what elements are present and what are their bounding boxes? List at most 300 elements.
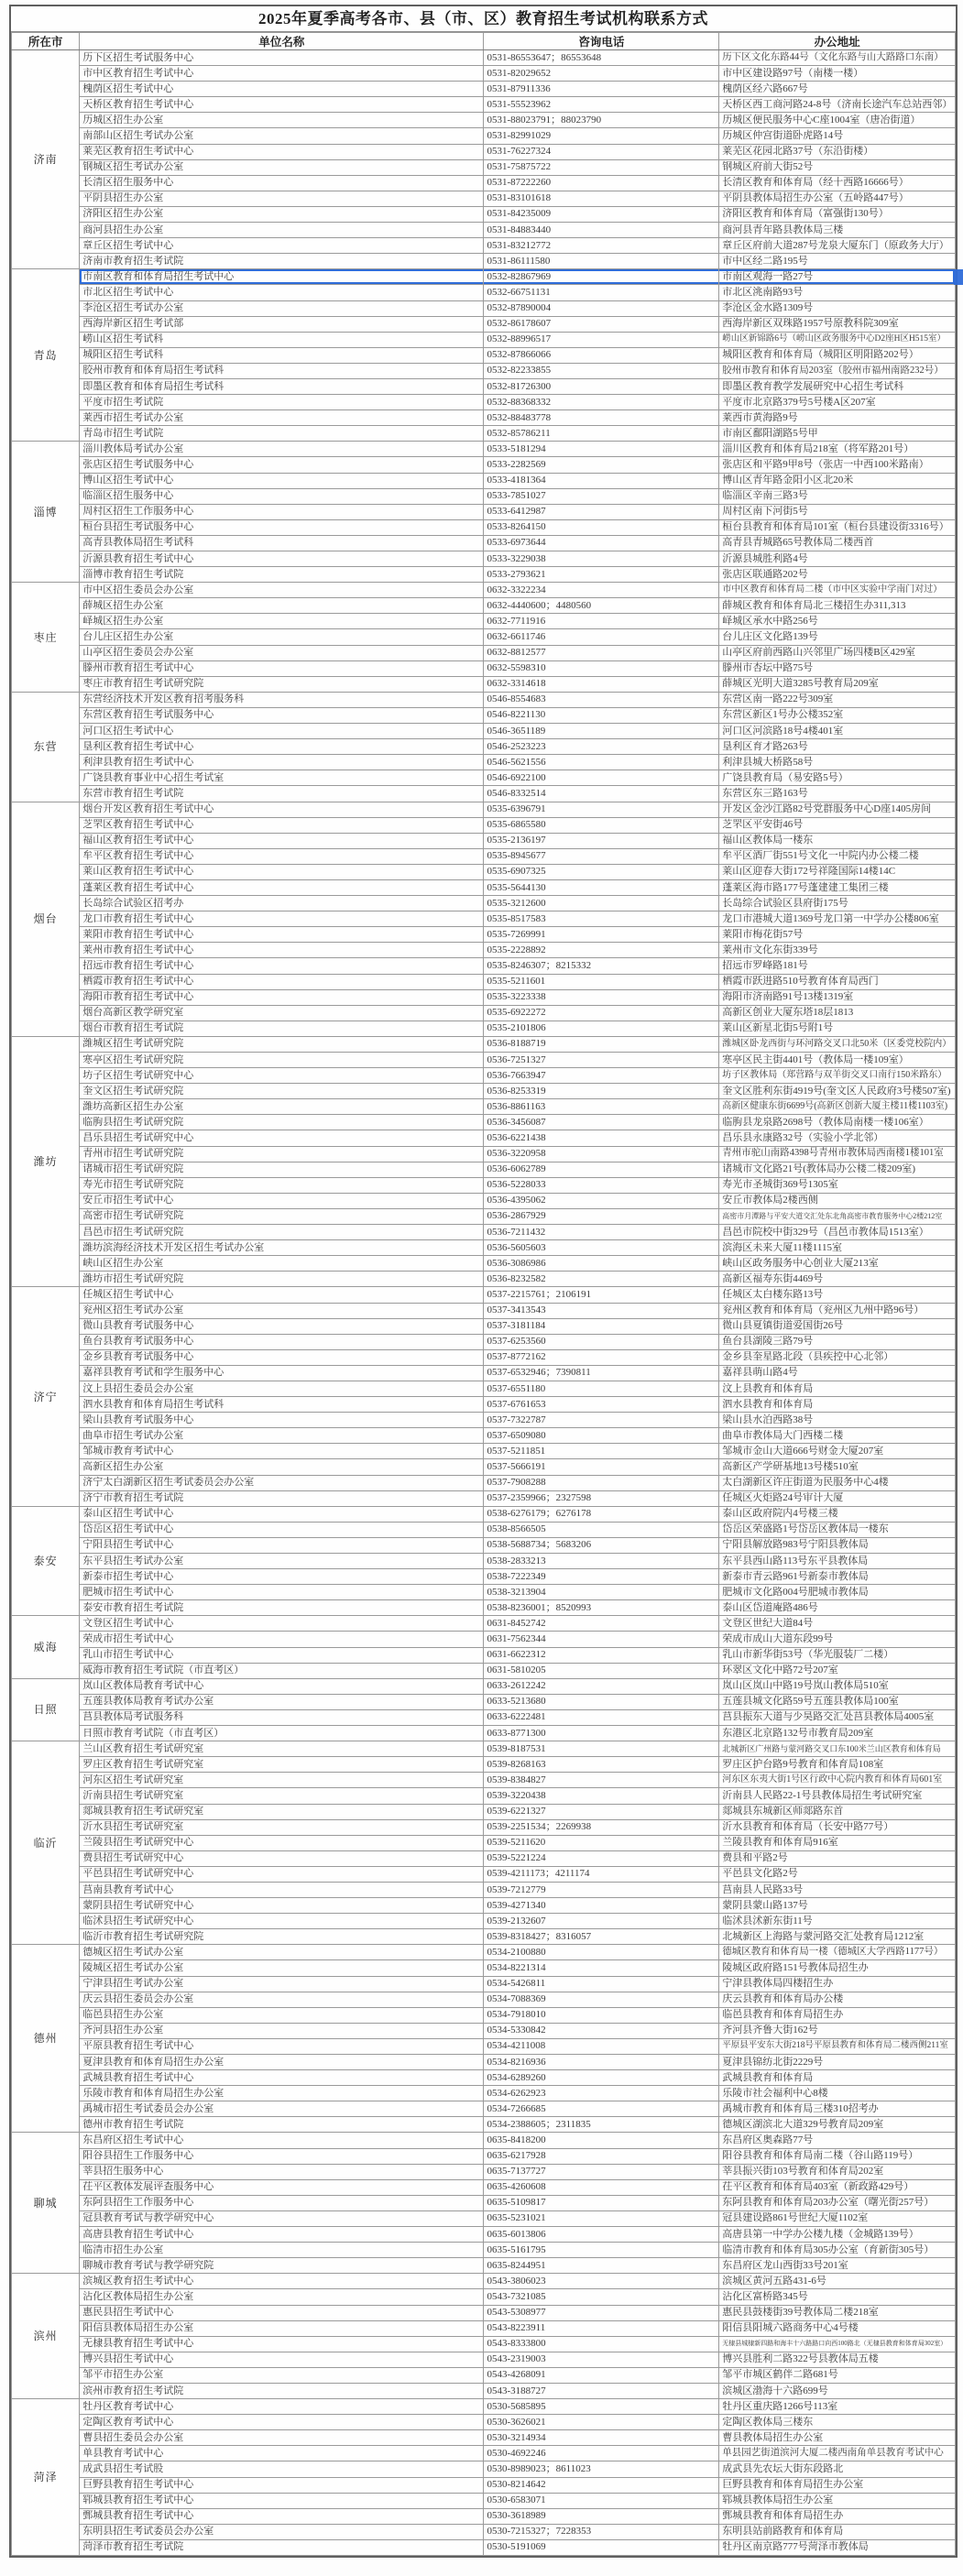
city-cell: 德州 [12,1945,80,2133]
unit-name-cell: 潍坊市招生考试研究院 [80,1272,484,1287]
table-row [12,519,956,535]
phone-cell: 0546-6922100 [484,770,719,786]
table-row [12,1303,956,1318]
unit-name-cell: 日照市教育考试院（市直考区） [80,1726,484,1741]
address-cell: 滨海区未来大厦11楼1115室 [719,1240,956,1256]
address-cell: 高新区福寿东街4469号 [719,1272,956,1287]
phone-cell: 0536-3086986 [484,1256,719,1272]
address-cell: 单县园艺街道滨河大厦二楼西南角单县教育考试中心 [719,2446,956,2461]
unit-name-cell: 沂南县招生考试研究室 [80,1788,484,1804]
phone-cell: 0532-85786211 [484,426,719,442]
address-cell: 曲阜市教体局大门西楼二楼 [719,1428,956,1444]
unit-name-cell: 平邑县招生考试研究中心 [80,1866,484,1882]
phone-cell: 0537-5666191 [484,1459,719,1475]
phone-cell: 0632-3322234 [484,583,719,598]
phone-cell: 0536-6221438 [484,1130,719,1146]
address-cell: 武城县教育和体育局 [719,2070,956,2086]
phone-cell: 0537-8772162 [484,1349,719,1365]
table-row [12,50,956,66]
phone-cell: 0532-81726300 [484,378,719,394]
phone-cell: 0530-3618989 [484,2508,719,2524]
table-row [12,974,956,989]
address-cell: 东阿县教育和体育局203办公室（曙光街257号） [719,2195,956,2210]
city-cell: 青岛 [12,269,80,442]
phone-cell: 0546-8221130 [484,707,719,723]
table-row [12,1099,956,1115]
address-cell: 曹县教体局招生办公室 [719,2430,956,2446]
phone-cell: 0536-3220958 [484,1146,719,1162]
address-cell: 薛城区光明大道3285号教育局209室 [719,676,956,692]
unit-name-cell: 乳山市招生考试中心 [80,1647,484,1663]
unit-name-cell: 即墨区教育和体育局招生考试科 [80,378,484,394]
phone-cell: 0537-6551180 [484,1381,719,1396]
table-row [12,488,956,504]
table-row [12,2055,956,2070]
phone-cell: 0537-3413543 [484,1303,719,1318]
table-row [12,2524,956,2539]
phone-cell: 0530-5191069 [484,2539,719,2555]
table-row [12,2070,956,2086]
unit-name-cell: 平阴县招生办公室 [80,191,484,206]
table-row [12,1036,956,1052]
address-cell: 临邑县教育和体育局招生办 [719,2007,956,2023]
city-cell: 滨州 [12,2274,80,2399]
table-row [12,614,956,629]
phone-cell: 0535-5644130 [484,879,719,895]
unit-name-cell: 乐陵市教育和体育局招生办公室 [80,2086,484,2101]
unit-name-cell: 诸城市招生考试研究院 [80,1162,484,1177]
unit-name-cell: 垦利区教育招生考试中心 [80,739,484,755]
phone-cell: 0536-5228033 [484,1177,719,1193]
unit-name-cell: 昌乐县招生考试研究中心 [80,1130,484,1146]
address-cell: 平阴县教体局招生办公室（五岭路447号） [719,191,956,206]
table-row [12,583,956,598]
table-row [12,1225,956,1240]
address-cell: 岚山区岚山中路19号岚山教体局510室 [719,1678,956,1694]
phone-cell: 0535-2136197 [484,833,719,848]
table-row [12,1835,956,1850]
table-row [12,442,956,457]
phone-cell: 0539-4271340 [484,1898,719,1914]
address-cell: 莱山区迎春大街172号祥隆国际14楼14C [719,864,956,879]
table-row [12,535,956,551]
city-cell: 菏泽 [12,2399,80,2556]
table-row [12,113,956,128]
address-cell: 费县和平路2号 [719,1850,956,1866]
address-cell: 新泰市青云路961号新泰市教体局 [719,1569,956,1585]
address-cell: 长岛综合试验区县府街175号 [719,896,956,911]
table-row [12,1475,956,1490]
table-row [12,238,956,254]
phone-cell: 0635-4260608 [484,2179,719,2195]
address-cell: 东营区新区1号办公楼352室 [719,707,956,723]
city-cell: 东营 [12,692,80,802]
unit-name-cell: 惠民县招生考试中心 [80,2305,484,2320]
phone-cell: 0535-7269991 [484,927,719,943]
address-cell: 沂源县城胜利路4号 [719,551,956,567]
phone-cell: 0631-5810205 [484,1663,719,1678]
table-row [12,2086,956,2101]
address-cell: 高青县青城路65号教体局二楼西首 [719,535,956,551]
table-row [12,1882,956,1897]
address-cell: 定陶区教体局三楼东 [719,2415,956,2430]
table-row [12,724,956,739]
phone-cell: 0537-6509080 [484,1428,719,1444]
phone-cell: 0532-88483778 [484,410,719,426]
address-cell: 蒙阴县蒙山路137号 [719,1898,956,1914]
table-row [12,1960,956,1976]
unit-name-cell: 曲阜市招生考试办公室 [80,1428,484,1444]
address-cell: 利津县城大桥路58号 [719,755,956,770]
table-row [12,1115,956,1130]
address-cell: 高密市月潭路与平安大道交汇处东北角高密市教育服务中心2楼212室 [719,1208,956,1224]
table-row [12,598,956,614]
address-cell: 栖霞市跃进路510号教育体育局西门 [719,974,956,989]
address-cell: 城阳区教育和体育局（城阳区明阳路202号） [719,347,956,363]
address-cell: 市中区建设路97号（南楼一楼） [719,66,956,82]
address-cell: 垦利区育才路263号 [719,739,956,755]
unit-name-cell: 东营经济技术开发区教育招考服务科 [80,692,484,707]
unit-name-cell: 菏泽市教育招生考试院 [80,2539,484,2555]
table-row [12,457,956,473]
table-row [12,378,956,394]
address-cell: 德城区湖滨北大道329号教育局209室 [719,2117,956,2133]
phone-cell: 0537-2359966；2327598 [484,1490,719,1506]
table-row [12,426,956,442]
unit-name-cell: 招远市教育招生考试中心 [80,958,484,974]
city-cell: 临沂 [12,1741,80,1945]
phone-cell: 0537-7908288 [484,1475,719,1490]
table-row [12,1616,956,1632]
phone-cell: 0539-8384827 [484,1773,719,1788]
phone-cell: 0531-84235009 [484,206,719,222]
address-cell: 微山县夏镇街道爱国街26号 [719,1318,956,1334]
unit-name-cell: 鄄城县教育招生考试中心 [80,2508,484,2524]
address-cell: 历城区仲宫街道卧虎路14号 [719,128,956,144]
address-cell: 薛城区教育和体育局北三楼招生办311,313 [719,598,956,614]
unit-name-cell: 长岛综合试验区招考办 [80,896,484,911]
unit-name-cell: 邹城市教育考试中心 [80,1444,484,1459]
contact-table-document [9,5,958,2558]
phone-cell: 0538-2833213 [484,1554,719,1569]
unit-name-cell: 成武县招生考试股 [80,2461,484,2477]
address-cell: 兖州区教育和体育局（兖州区九州中路96号） [719,1303,956,1318]
address-cell: 莱阳市梅花街57号 [719,927,956,943]
address-cell: 岱岳区荣盛路1号岱岳区教体局一楼东 [719,1522,956,1537]
column-header-phone: 咨询电话 [484,33,719,50]
address-cell: 广饶县教育局（易安路5号） [719,770,956,786]
address-cell: 平邑县文化路2号 [719,1866,956,1882]
unit-name-cell: 市南区教育和体育局招生考试中心 [80,269,484,285]
table-row [12,1554,956,1569]
table-row [12,2227,956,2243]
phone-cell: 0538-7222349 [484,1569,719,1585]
phone-cell: 0533-6412987 [484,504,719,519]
unit-name-cell: 东昌府区招生考试中心 [80,2133,484,2148]
phone-cell: 0543-3806023 [484,2274,719,2289]
address-cell: 五莲县城文化路59号五莲县教体局100室 [719,1694,956,1709]
unit-name-cell: 商河县招生办公室 [80,223,484,238]
phone-cell: 0539-8187531 [484,1741,719,1757]
phone-cell: 0633-2612242 [484,1678,719,1694]
address-cell: 招远市罗峰路181号 [719,958,956,974]
unit-name-cell: 郯城县教育招生考试研究室 [80,1804,484,1819]
table-row [12,1898,956,1914]
phone-cell: 0534-7088369 [484,1992,719,2007]
phone-cell: 0543-8223911 [484,2320,719,2336]
unit-name-cell: 陵城区招生考试办公室 [80,1960,484,1976]
table-row [12,1005,956,1021]
unit-name-cell: 东阿县招生工作服务中心 [80,2195,484,2210]
phone-cell: 0533-2282569 [484,457,719,473]
address-cell: 西海岸新区双珠路1957号原教科院309室 [719,316,956,332]
address-cell: 临沭县沭新东街11号 [719,1914,956,1929]
table-row [12,1334,956,1349]
phone-cell: 0533-5181294 [484,442,719,457]
phone-cell: 0539-5211620 [484,1835,719,1850]
phone-cell: 0534-5426811 [484,1976,719,1992]
phone-cell: 0631-8452742 [484,1616,719,1632]
phone-cell: 0534-6289260 [484,2070,719,2086]
phone-cell: 0632-6611746 [484,629,719,645]
address-cell: 淄川区教育和体育局218室（将军路201号） [719,442,956,457]
address-cell: 寒亭区民主街4401号（教体局一楼109室） [719,1053,956,1068]
phone-cell: 0530-7215327；7228353 [484,2524,719,2539]
unit-name-cell: 嘉祥县教育考试和学生服务中心 [80,1365,484,1381]
city-cell: 聊城 [12,2133,80,2274]
table-row [12,191,956,206]
unit-name-cell: 槐荫区招生考试中心 [80,82,484,97]
address-cell: 泗水县教育和体育局 [719,1397,956,1413]
address-cell: 市中区教育和体育局二楼（市中区实验中学南门对过） [719,583,956,598]
table-row [12,1741,956,1757]
phone-cell: 0535-2228892 [484,943,719,958]
table-row [12,2477,956,2493]
unit-name-cell: 东明县招生考试委员会办公室 [80,2524,484,2539]
address-cell: 东营区南一路222号309室 [719,692,956,707]
table-row [12,2539,956,2555]
unit-name-cell: 博山区招生考试中心 [80,473,484,488]
phone-cell: 0532-86178607 [484,316,719,332]
address-cell: 济阳区教育和体育局（富强街130号） [719,206,956,222]
address-cell: 滨城区渤海十六路699号 [719,2383,956,2398]
unit-name-cell: 烟台市教育招生考试院 [80,1021,484,1036]
phone-cell: 0535-3212600 [484,896,719,911]
address-cell: 天桥区西工商河路24-8号（济南长途汽车总站西邻） [719,97,956,113]
unit-name-cell: 文登区招生考试中心 [80,1616,484,1632]
unit-name-cell: 临淄区招生服务中心 [80,488,484,504]
unit-name-cell: 肥城市招生考试中心 [80,1585,484,1600]
address-cell: 宁阳县解放路983号宁阳县教体局 [719,1537,956,1553]
unit-name-cell: 烟台开发区教育招生考试中心 [80,802,484,817]
unit-name-cell: 邹平市招生办公室 [80,2367,484,2383]
unit-name-cell: 威海市教育招生考试院（市直考区） [80,1663,484,1678]
table-row [12,755,956,770]
phone-cell: 0532-88996517 [484,332,719,347]
table-row [12,786,956,802]
table-row [12,2415,956,2430]
unit-name-cell: 济宁市教育招生考试院 [80,1490,484,1506]
table-row [12,629,956,645]
phone-cell: 0635-8418200 [484,2133,719,2148]
phone-cell: 0546-2523223 [484,739,719,755]
table-row [12,1992,956,2007]
unit-name-cell: 临沭县招生考试研究中心 [80,1914,484,1929]
table-row [12,1819,956,1835]
city-cell: 淄博 [12,442,80,583]
unit-name-cell: 无棣县教育招生考试中心 [80,2336,484,2352]
phone-cell: 0535-8517583 [484,911,719,927]
unit-name-cell: 寿光市招生考试研究院 [80,1177,484,1193]
phone-cell: 0546-8332514 [484,786,719,802]
table-row [12,2038,956,2054]
phone-cell: 0539-2132607 [484,1914,719,1929]
address-cell: 汶上县教育和体育局 [719,1381,956,1396]
unit-name-cell: 滨州市教育招生考试院 [80,2383,484,2398]
address-cell: 河口区河滨路18号4楼401室 [719,724,956,739]
table-row [12,128,956,144]
table-row [12,504,956,519]
table-row [12,739,956,755]
table-row [12,2274,956,2289]
table-row [12,2446,956,2461]
table-row [12,1428,956,1444]
unit-name-cell: 福山区教育招生考试中心 [80,833,484,848]
address-cell: 市南区鄱阳湖路5号甲 [719,426,956,442]
table-row [12,66,956,82]
phone-cell: 0534-8216936 [484,2055,719,2070]
unit-name-cell: 济宁太白湖新区招生考试委员会办公室 [80,1475,484,1490]
address-cell: 罗庄区护台路9号教育和体育局108室 [719,1757,956,1773]
unit-name-cell: 台儿庄区招生办公室 [80,629,484,645]
address-cell: 诸城市文化路21号(教体局办公楼二楼209室) [719,1162,956,1177]
table-row [12,2101,956,2117]
unit-name-cell: 庆云县招生委员会办公室 [80,1992,484,2007]
phone-cell: 0546-3651189 [484,724,719,739]
unit-name-cell: 五莲县教体局教育考试办公室 [80,1694,484,1709]
unit-name-cell: 薛城区招生办公室 [80,598,484,614]
phone-cell: 0531-82991029 [484,128,719,144]
unit-name-cell: 荣成市招生考试中心 [80,1632,484,1647]
phone-cell: 0539-8268163 [484,1757,719,1773]
unit-name-cell: 兰陵县招生考试研究中心 [80,1835,484,1850]
address-cell: 夏津县锦纺北街2229号 [719,2055,956,2070]
address-cell: 莱州市文化东街339号 [719,943,956,958]
table-row [12,911,956,927]
address-cell: 肥城市文化路004号肥城市教体局 [719,1585,956,1600]
unit-name-cell: 莘县招生服务中心 [80,2164,484,2179]
unit-name-cell: 河东区招生考试研究室 [80,1773,484,1788]
table-row [12,1773,956,1788]
address-cell: 博兴县胜利二路322号县教体局五楼 [719,2352,956,2367]
phone-cell: 0534-7266685 [484,2101,719,2117]
unit-name-cell: 山亭区招生委员会办公室 [80,645,484,660]
address-cell: 禹城市教育和体育局三楼310招考办 [719,2101,956,2117]
phone-cell: 0533-6973644 [484,535,719,551]
table-row [12,97,956,113]
address-cell: 张店区和平路9甲8号（张店一中西100米路南） [719,457,956,473]
table-row [12,1021,956,1036]
table-row [12,958,956,974]
table-row [12,285,956,300]
phone-cell: 0533-3229038 [484,551,719,567]
unit-name-cell: 滕州市教育招生考试中心 [80,660,484,676]
table-row [12,1256,956,1272]
phone-cell: 0535-6907325 [484,864,719,879]
address-cell: 北城新区上海路与蒙河路交汇处教育局1212室 [719,1929,956,1945]
address-cell: 茌平区教育和体育局403室（新政路429号） [719,2179,956,2195]
phone-cell: 0536-2867929 [484,1208,719,1224]
table-row [12,2210,956,2226]
column-header-unit: 单位名称 [80,33,484,50]
phone-cell: 0632-8812577 [484,645,719,660]
unit-name-cell: 历下区招生考试服务中心 [80,50,484,66]
address-cell: 市北区洮南路93号 [719,285,956,300]
phone-cell: 0539-3220438 [484,1788,719,1804]
unit-name-cell: 莱芜区教育招生考试中心 [80,144,484,159]
phone-cell: 0635-5161795 [484,2243,719,2258]
unit-name-cell: 李沧区招生考试办公室 [80,300,484,316]
address-cell: 坊子区教体局（郑营路与双羊街交叉口南行150米路东） [719,1068,956,1084]
table-row [12,1709,956,1725]
phone-cell: 0531-82029652 [484,66,719,82]
table-row [12,1177,956,1193]
table-row [12,2007,956,2023]
unit-name-cell: 钢城区招生考试办公室 [80,159,484,175]
table-row [12,833,956,848]
table-row [12,551,956,567]
unit-name-cell: 高密市招生考试研究院 [80,1208,484,1224]
address-cell: 蓬莱区海市路177号蓬建建工集团三楼 [719,879,956,895]
table-row [12,2289,956,2305]
table-row [12,2399,956,2415]
address-cell: 博山区青年路金阳小区北20米 [719,473,956,488]
address-cell: 河东区东夷大街1号区行政中心院内教育和体育局601室 [719,1773,956,1788]
address-cell: 郯城县东城新区师郯路东首 [719,1804,956,1819]
table-row [12,395,956,410]
table-row [12,1726,956,1741]
city-cell: 日照 [12,1678,80,1741]
address-cell: 泰山区岱道庵路486号 [719,1600,956,1616]
table-row [12,82,956,97]
unit-name-cell: 莱西市招生考试办公室 [80,410,484,426]
address-cell: 乐陵市社会福利中心8楼 [719,2086,956,2101]
phone-cell: 0539-5221224 [484,1850,719,1866]
unit-name-cell: 莒县教体局考试服务科 [80,1709,484,1725]
phone-cell: 0531-55523962 [484,97,719,113]
unit-name-cell: 岚山区教体局教育考试中心 [80,1678,484,1694]
phone-cell: 0530-3214934 [484,2430,719,2446]
phone-cell: 0537-3181184 [484,1318,719,1334]
address-cell: 福山区教体局一楼东 [719,833,956,848]
table-row [12,645,956,660]
table-row [12,269,956,285]
address-cell: 崂山区新锦路6号（崂山区政务服务中心D2座H区H515室） [719,332,956,347]
table-row [12,1678,956,1694]
phone-cell: 0530-6583071 [484,2493,719,2508]
unit-name-cell: 广饶县教育事业中心招生考试室 [80,770,484,786]
address-cell: 潍城区卧龙西街与环河路交叉口北50米（区委党校院内） [719,1036,956,1052]
table-row [12,2195,956,2210]
unit-name-cell: 阳信县教体局招生办公室 [80,2320,484,2336]
table-row [12,2508,956,2524]
table-row [12,2117,956,2133]
phone-cell: 0538-5688734；5683206 [484,1537,719,1553]
address-cell: 槐荫区经六路667号 [719,82,956,97]
table-row [12,1068,956,1084]
unit-name-cell: 莱州市教育招生考试中心 [80,943,484,958]
address-cell: 市南区观海一路27号 [719,269,956,285]
